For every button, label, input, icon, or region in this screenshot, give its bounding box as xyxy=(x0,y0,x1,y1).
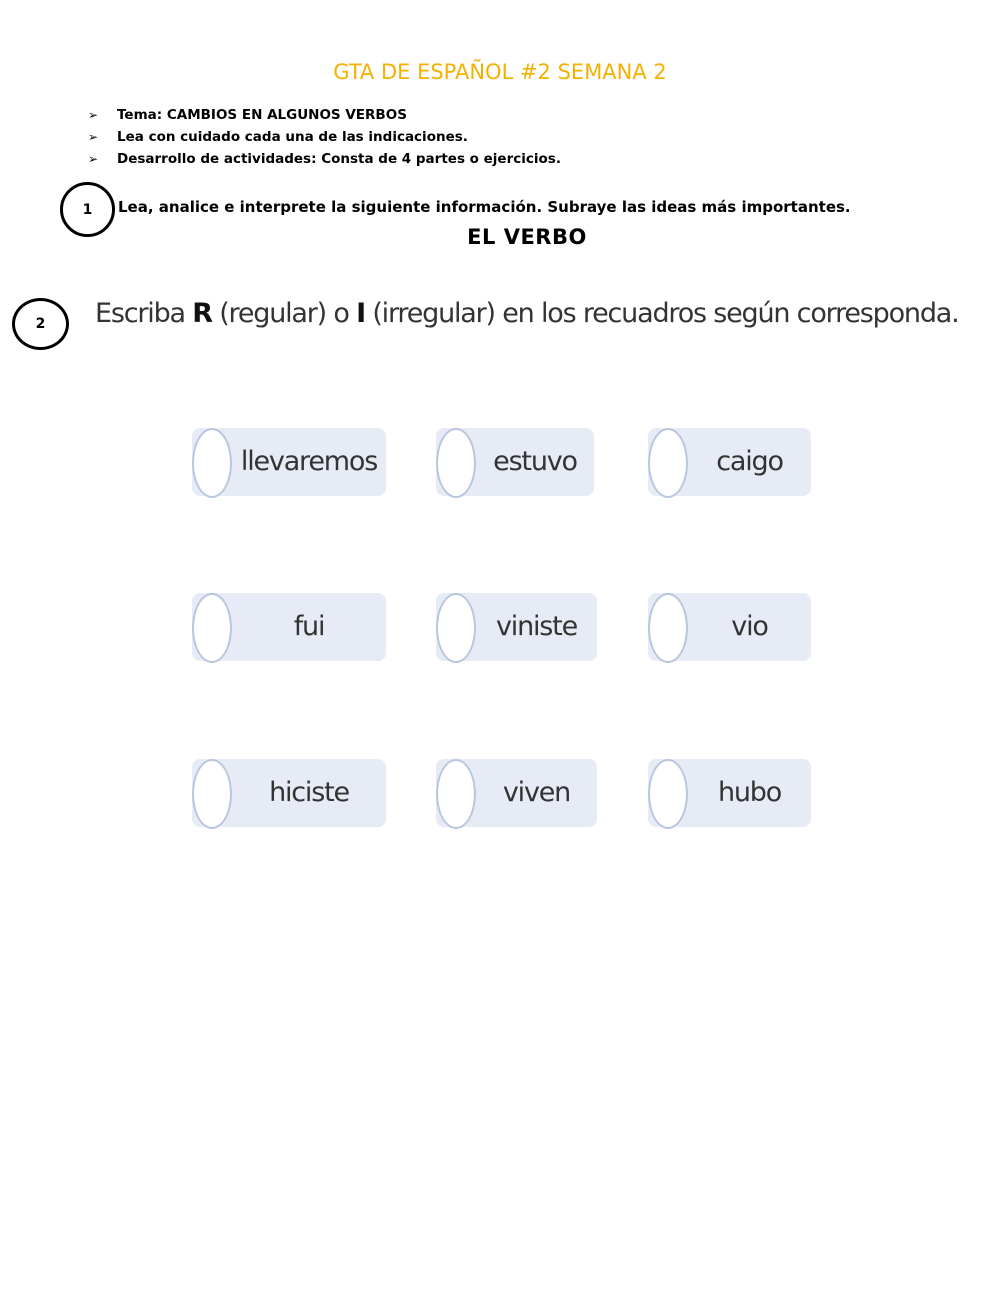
answer-circle[interactable] xyxy=(648,593,688,663)
indication-item xyxy=(88,126,561,148)
verb-item xyxy=(436,593,597,661)
verb-label: viniste xyxy=(496,611,577,642)
verb-item xyxy=(192,759,386,827)
answer-circle[interactable] xyxy=(192,759,232,829)
verb-label: hubo xyxy=(717,777,782,808)
verb-label: fui xyxy=(293,611,325,642)
arrow-bullet-icon: ➢ xyxy=(88,130,99,144)
verb-item xyxy=(192,428,386,496)
instruction-letter-r: R xyxy=(192,298,212,329)
verb-label: caigo xyxy=(716,446,783,477)
arrow-bullet-icon: ➢ xyxy=(88,108,99,122)
verb-label: vio xyxy=(731,611,768,642)
answer-circle[interactable] xyxy=(436,759,476,829)
instruction-text: (regular) o xyxy=(211,298,357,329)
instruction-text: (irregular) en los recuadros según corresponda. xyxy=(364,298,959,329)
answer-circle[interactable] xyxy=(648,428,688,498)
indication-item xyxy=(88,104,561,126)
verb-item xyxy=(436,428,594,496)
indication-text: Lea con cuidado cada una de las indicaciones. xyxy=(117,129,468,145)
verb-item xyxy=(192,593,386,661)
section-1-instruction: Lea, analice e interprete la siguiente información. Subraye las ideas más importantes. xyxy=(118,198,851,216)
answer-circle[interactable] xyxy=(436,428,476,498)
verb-item xyxy=(648,428,811,496)
section-1-number: 1 xyxy=(60,182,115,237)
arrow-bullet-icon: ➢ xyxy=(88,152,99,166)
instruction-letter-i: I xyxy=(356,298,365,329)
verb-label: llevaremos xyxy=(240,446,378,477)
section-heading: EL VERBO xyxy=(467,225,587,249)
instruction-text: Escriba xyxy=(95,298,193,329)
indication-item xyxy=(88,148,561,170)
verb-grid xyxy=(192,428,812,830)
verb-label: viven xyxy=(502,777,571,808)
section-2-instruction xyxy=(95,298,959,329)
answer-circle[interactable] xyxy=(648,759,688,829)
verb-label: hiciste xyxy=(269,777,349,808)
verb-item xyxy=(648,593,811,661)
indication-text: Tema: CAMBIOS EN ALGUNOS VERBOS xyxy=(117,107,407,123)
answer-circle[interactable] xyxy=(192,428,232,498)
indication-text: Desarrollo de actividades: Consta de 4 partes o ejercicios. xyxy=(117,151,561,167)
answer-circle[interactable] xyxy=(192,593,232,663)
indications-list xyxy=(88,104,561,170)
verb-item xyxy=(436,759,597,827)
answer-circle[interactable] xyxy=(436,593,476,663)
page-title: GTA DE ESPAÑOL #2 SEMANA 2 xyxy=(333,60,667,84)
verb-item xyxy=(648,759,811,827)
verb-label: estuvo xyxy=(493,446,577,477)
section-2-number: 2 xyxy=(12,298,69,350)
